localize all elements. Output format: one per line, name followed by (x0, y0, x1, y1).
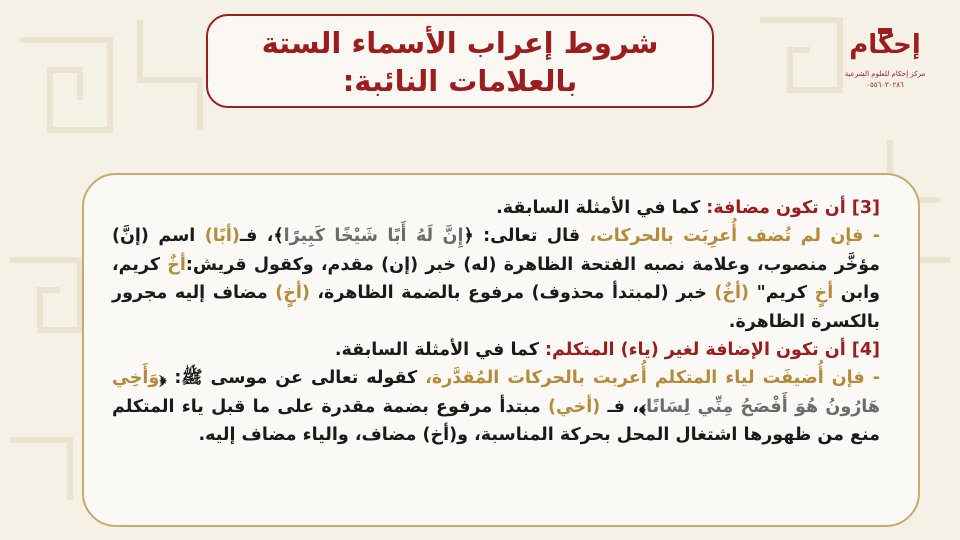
section4-heading (112, 336, 880, 364)
section3-heading-label: [3] أن تكون مضافة: (706, 198, 880, 218)
text-run: قال تعالى: ﴿ (463, 226, 590, 247)
page-title-line2: بالعلامات النائبة: (342, 64, 578, 98)
text-run: كقوله تعالى عن موسى ﷺ: ﴿ (159, 368, 426, 389)
section3-heading-rest: كما في الأمثلة السابقة. (496, 198, 707, 218)
title-box (206, 14, 714, 108)
highlight-word: (أخي) (547, 396, 601, 417)
text-run: مضاف إليه مجرور بالكسرة الظاهرة. (112, 283, 880, 332)
logo-number: ٠٥٥٦٠٣٠٢٨٦ (866, 81, 904, 89)
section4-heading-rest: كما في الأمثلة السابقة. (334, 340, 546, 361)
text-run: مبتدأ مرفوع بضمة مقدرة على ما قبل ياء المتكلم منع من ظهورها اشتغال المحل بحركة المناسبة، و(أخ) مضاف، والياء مضاف إليه. (112, 396, 880, 446)
section4-lead: - فإن أُضيفَت لياء المتكلم أُعربت بالحركات المُقدَّرة، (425, 368, 880, 389)
highlight-word: (أخٌ) (714, 283, 750, 304)
text-run: ﴾، فـ (239, 226, 284, 247)
text-run: كريم" (749, 283, 815, 304)
quran-verse: إِنَّ لَهُ أَبًا شَيْخًا كَبِيرًا (283, 226, 464, 247)
highlight-word: (أبًا) (204, 226, 240, 247)
section4-paragraph (112, 364, 880, 449)
quran-verse-highlight: وَأَخِي (112, 368, 160, 389)
section3-heading (112, 194, 880, 222)
section3-lead: - فإن لم تُضف أُعرِبَت بالحركات، (589, 226, 880, 247)
section3-paragraph (112, 222, 880, 336)
highlight-word: أخٍ (814, 283, 834, 304)
text-run: خبر (لمبتدأ محذوف) مرفوع بالضمة الظاهرة، (309, 283, 715, 304)
highlight-word: أخٌ (167, 254, 186, 275)
page-title-line1: شروط إعراب الأسماء الستة (261, 26, 659, 60)
logo (840, 26, 930, 94)
text-run: ﴾، فـ (600, 396, 647, 417)
logo-subtitle: مركز إحكام للعلوم الشرعية (844, 70, 926, 78)
text-run: كريم، وابن (112, 254, 880, 304)
highlight-word: (أخٍ) (275, 283, 310, 304)
section4-heading-label: [4] أن تكون الإضافة لغير (ياء) المتكلم: (545, 340, 880, 361)
logo-name: إحكام (849, 30, 921, 60)
quran-verse: هَارُونُ هُوَ أَفْصَحُ مِنِّي لِسَانًا (646, 396, 881, 417)
text-run: اسم (إنَّ) مؤخَّر منصوب، وعلامة نصبه الفتحة الظاهرة (له) خبر (إن) مقدم، وكقول قريش: (112, 226, 880, 275)
content-text (112, 194, 880, 450)
